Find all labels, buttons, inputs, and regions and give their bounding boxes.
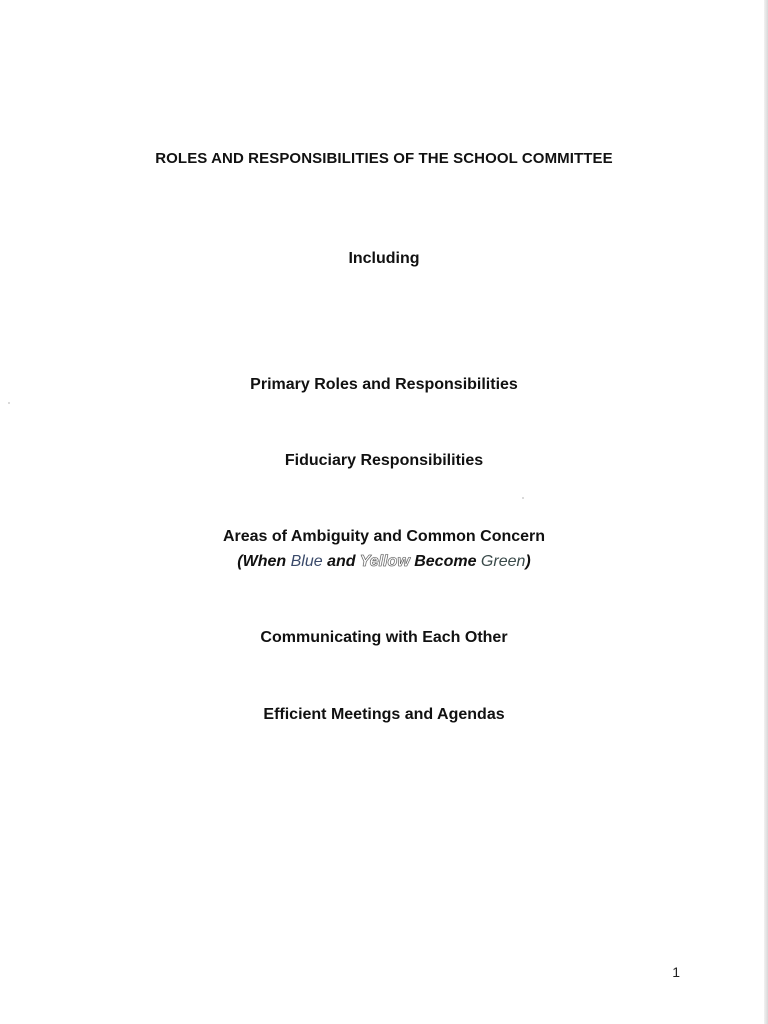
subtitle-close: ) (525, 553, 531, 570)
subtitle-and: and (322, 553, 360, 570)
subtitle-become: Become (409, 553, 481, 570)
scan-speck (8, 402, 10, 404)
subtitle-blue-word: Blue (290, 553, 323, 570)
section-communicating: Communicating with Each Other (260, 629, 508, 646)
section-fiduciary: Fiduciary Responsibilities (284, 452, 484, 469)
areas-subtitle (0, 553, 768, 571)
subtitle-open: (When (237, 553, 291, 570)
section-efficient-meetings: Efficient Meetings and Agendas (263, 706, 505, 723)
scan-speck (522, 497, 524, 499)
subtitle-yellow-word: Yellow (359, 553, 410, 570)
page-number: 1 (672, 964, 680, 980)
including-heading: Including (348, 250, 420, 267)
document-title: ROLES AND RESPONSIBILITIES OF THE SCHOOL COMMITTEE (155, 150, 613, 167)
section-areas-of-ambiguity: Areas of Ambiguity and Common Concern (222, 528, 546, 545)
section-primary-roles: Primary Roles and Responsibilities (250, 376, 518, 393)
subtitle-green-word: Green (480, 553, 526, 570)
